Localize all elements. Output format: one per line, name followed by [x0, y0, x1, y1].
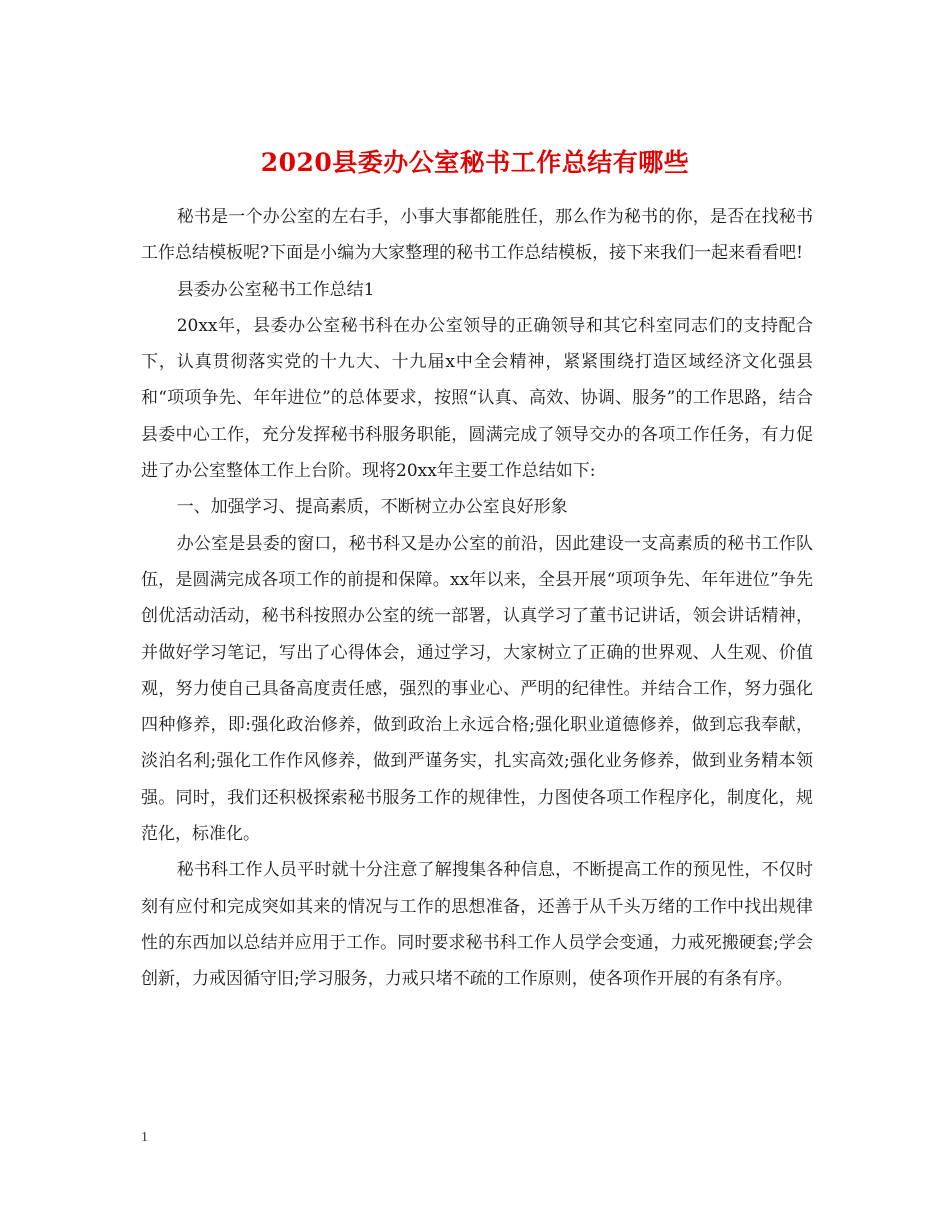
- section-heading: 县委办公室秘书工作总结1: [176, 279, 375, 300]
- intro-paragraph: 秘书是一个办公室的左右手，小事大事都能胜任，那么作为秘书的你，是否在找秘书工作总结模板呢?下面是小编为大家整理的秘书工作总结模板，接下来我们一起来看看吧!: [141, 207, 813, 264]
- body-paragraph: 秘书科工作人员平时就十分注意了解搜集各种信息，不断提高工作的预见性，不仅时刻有应付和完成突如其来的情况与工作的思想准备，还善于从千头万绪的工作中找出规律性的东西加以总结并应用于工作。同时要求秘书科工作人员学会变通，力戒死搬硬套;学会创新，力戒因循守旧;学习服务，力戒只堵不疏的工作原则，使各项作开展的有条有序。: [141, 860, 813, 990]
- document-title: 2020县委办公室秘书工作总结有哪些: [260, 147, 690, 177]
- body-paragraph: 20xx年，县委办公室秘书科在办公室领导的正确领导和其它科室同志们的支持配合下，认真贯彻落实党的十九大、十九届x中全会精神，紧紧围绕打造区域经济文化强县和“项项争先、年年进位”的总体要求，按照“认真、高效、协调、服务”的工作思路，结合县委中心工作，充分发挥秘书科服务职能，圆满完成了领导交办的各项工作任务，有力促进了办公室整体工作上台阶。现将20xx年主要工作总结如下:: [141, 315, 813, 482]
- body-paragraph: 办公室是县委的窗口，秘书科又是办公室的前沿，因此建设一支高素质的秘书工作队伍，是圆满完成各项工作的前提和保障。xx年以来，全县开展“项项争先、年年进位”争先创优活动活动，秘书科按照办公室的统一部署，认真学习了董书记讲话，领会讲话精神，并做好学习笔记，写出了心得体会，通过学习，大家树立了正确的世界观、人生观、价值观，努力使自己具备高度责任感，强烈的事业心、严明的纪律性。并结合工作，努力强化四种修养，即:强化政治修养，做到政治上永远合格;强化职业道德修养，做到忘我奉献，淡泊名利;强化工作作风修养，做到严谨务实，扎实高效;强化业务修养，做到业务精本领强。同时，我们还积极探索秘书服务工作的规律性，力图使各项工作程序化，制度化，规范化，标准化。: [141, 533, 813, 845]
- subsection-heading: 一、加强学习、提高素质，不断树立办公室良好形象: [176, 497, 568, 518]
- page-number: 1: [141, 1130, 148, 1145]
- document-body: [141, 199, 813, 998]
